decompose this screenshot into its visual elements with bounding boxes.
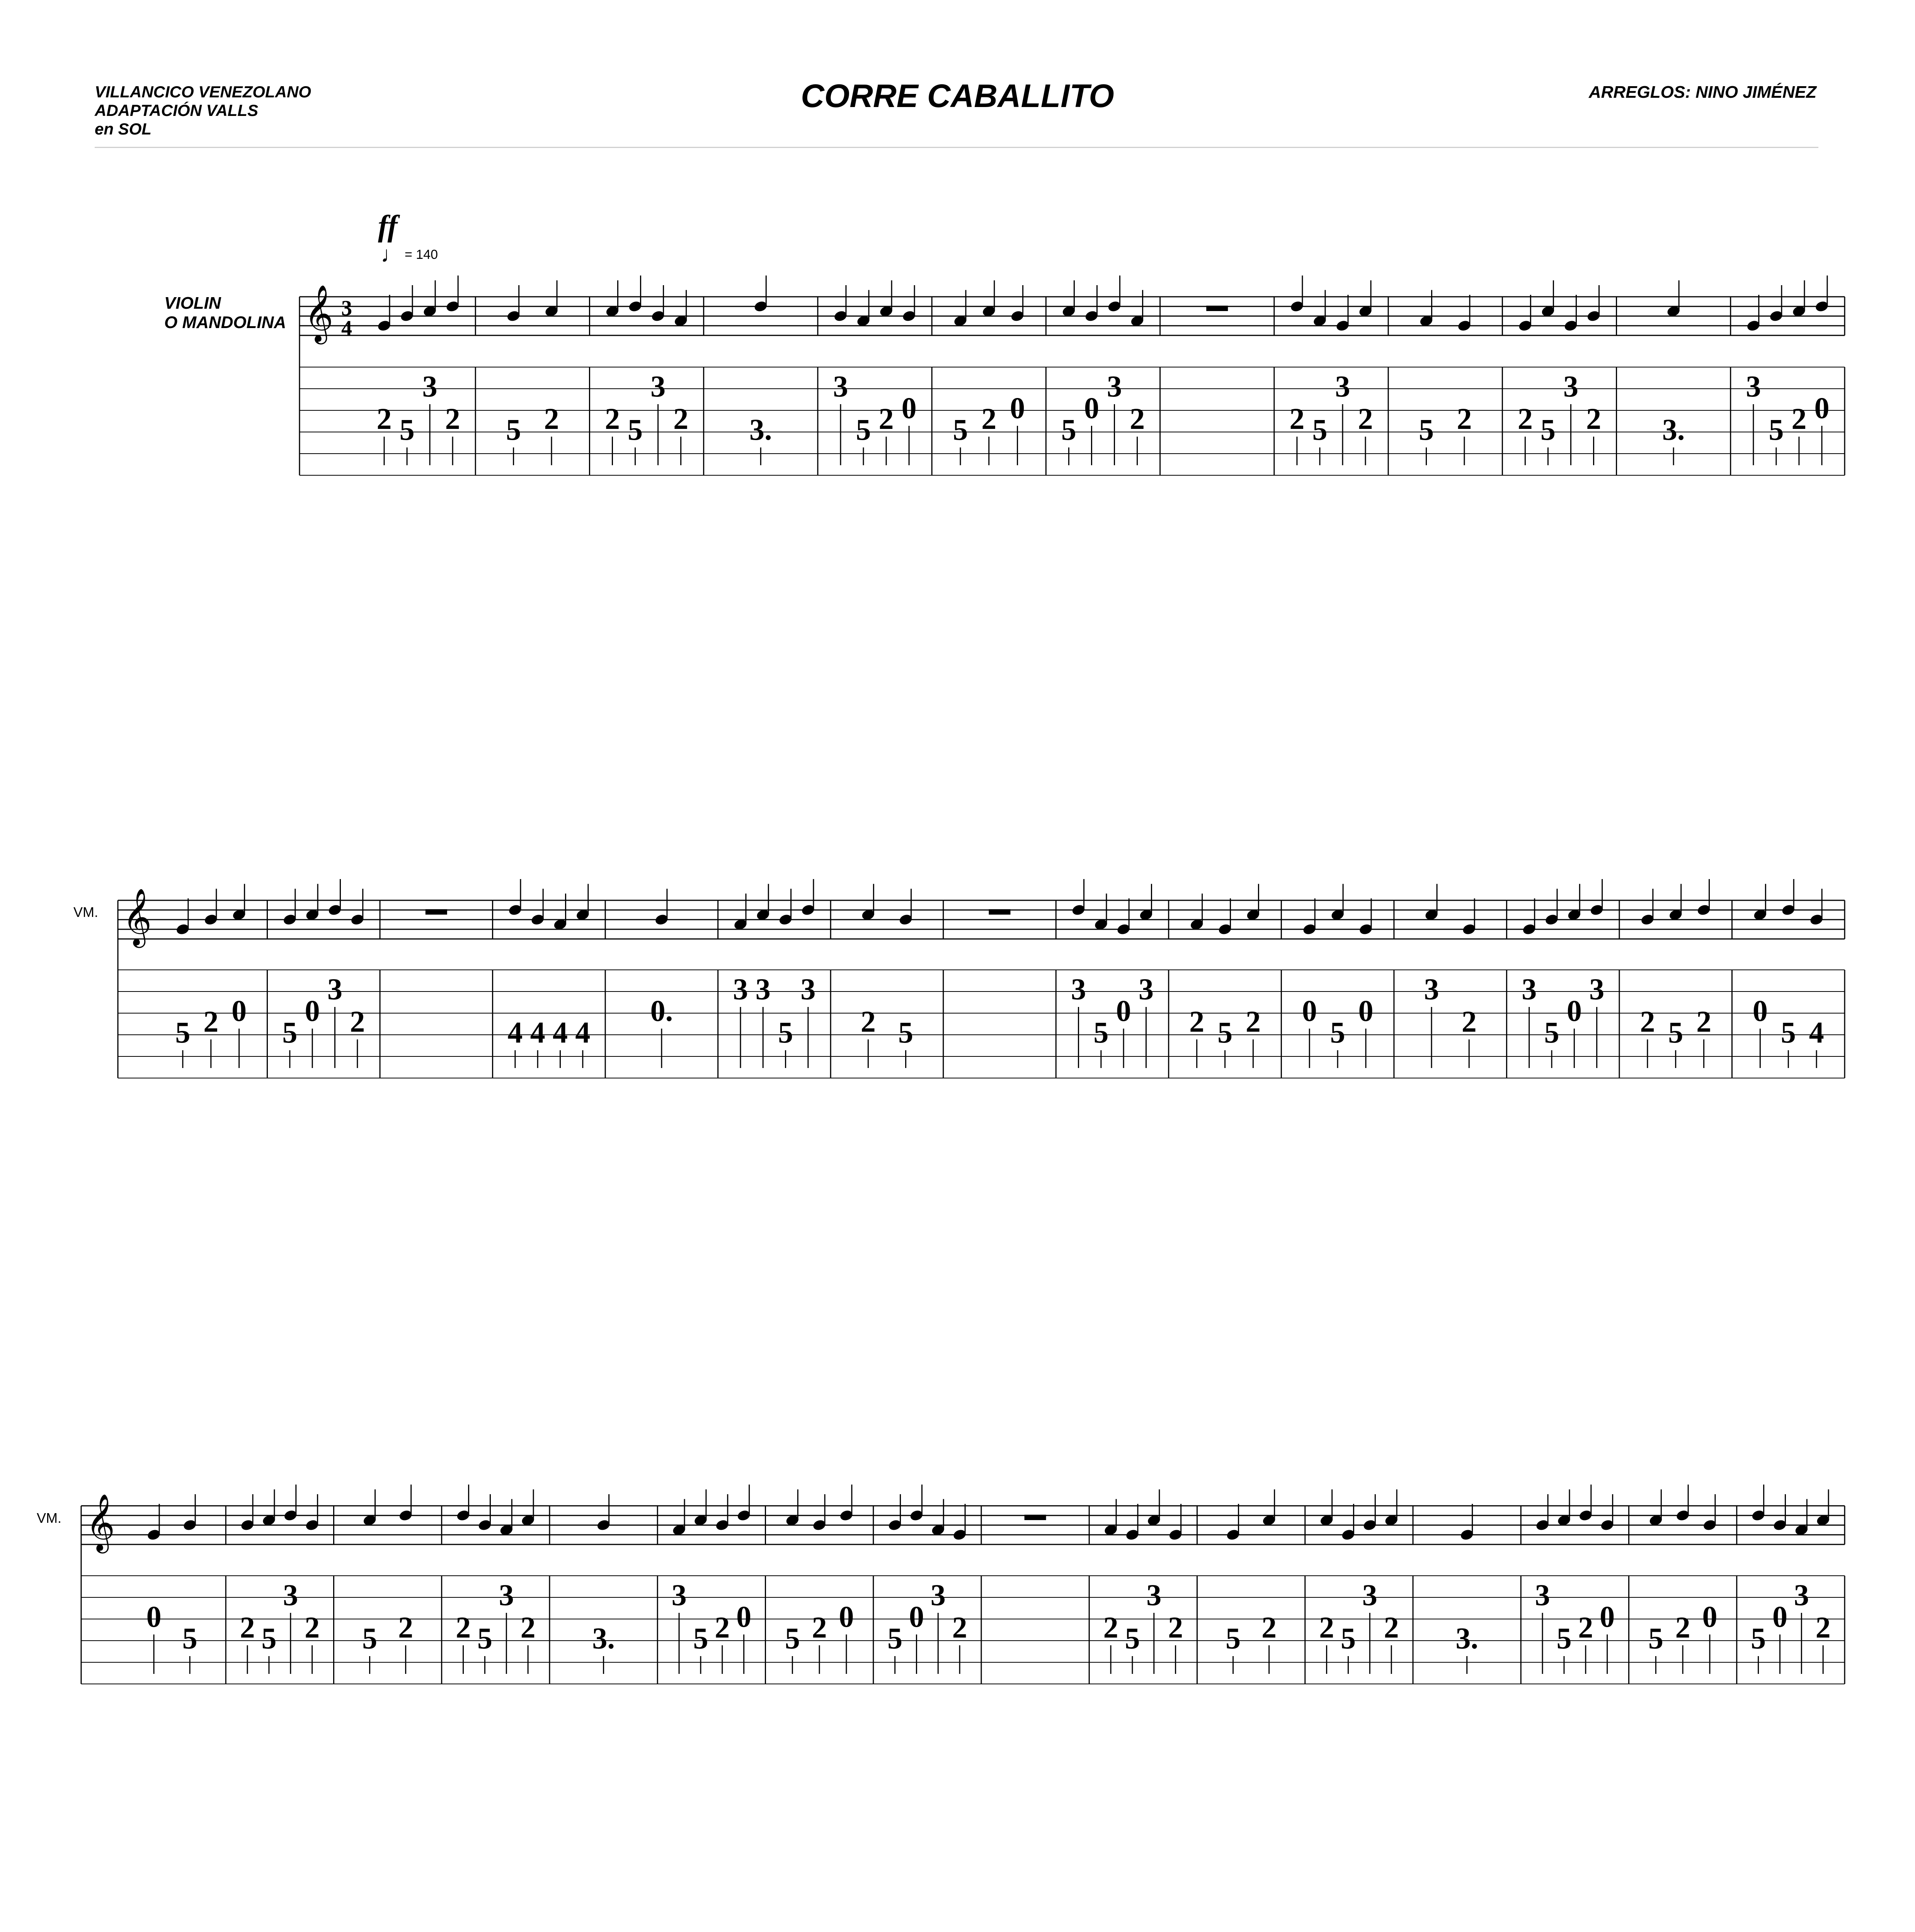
tab-fret-number: 4 xyxy=(575,1015,591,1049)
tab-fret-number: 5 xyxy=(1340,1621,1356,1655)
instrument-abbr-system-2: VM. xyxy=(73,904,99,920)
tab-fret-number: 2 xyxy=(1696,1005,1712,1038)
page-title: CORRE CABALLITO xyxy=(801,78,1114,114)
tab-fret-number: 4 xyxy=(507,1015,523,1049)
tab-fret-number: 5 xyxy=(1751,1621,1766,1655)
dynamic-marking: ff xyxy=(378,209,398,243)
tab-fret-number: 3 xyxy=(1746,369,1761,403)
tab-fret-number: 5 xyxy=(362,1621,378,1655)
tab-fret-number: 5 xyxy=(693,1621,708,1655)
tab-fret-number: 5 xyxy=(887,1621,903,1655)
instrument-line-1: VIOLIN xyxy=(164,294,221,313)
tab-fret-number: 2 xyxy=(305,1611,320,1644)
tab-fret-number: 2 xyxy=(1457,402,1472,435)
tab-fret-number: 2 xyxy=(1289,402,1305,435)
tab-fret-number: 2 xyxy=(445,402,460,435)
whole-rest xyxy=(1025,1515,1046,1520)
tab-fret-number: 3 xyxy=(1362,1578,1377,1612)
treble-clef-icon: 𝄞 xyxy=(304,286,334,341)
tab-fret-number: 2 xyxy=(1384,1611,1399,1644)
tab-fret-number: 5 xyxy=(778,1015,793,1049)
tab-fret-number: 5 xyxy=(175,1015,191,1049)
tab-fret-number: 3 xyxy=(1107,369,1122,403)
tab-fret-number: 0 xyxy=(1010,391,1025,425)
tab-fret-number: 2 xyxy=(520,1611,536,1644)
tab-fret-number: 2 xyxy=(1358,402,1373,435)
whole-rest xyxy=(989,909,1011,915)
tab-fret-number: 5 xyxy=(1125,1621,1140,1655)
tab-fret-number: 5 xyxy=(182,1621,197,1655)
tab-fret-number: 3 xyxy=(755,972,771,1006)
tab-fret-number: 0 xyxy=(901,391,917,425)
tab-fret-number: 5 xyxy=(856,413,871,446)
tab-fret-number: 2 xyxy=(605,402,620,435)
tab-fret-number: 2 xyxy=(673,402,689,435)
tab-fret-number: 3 xyxy=(1589,972,1605,1006)
treble-clef-icon: 𝄞 xyxy=(86,1495,115,1550)
tab-fret-number: 3 xyxy=(1071,972,1086,1006)
tab-fret-number: 0 xyxy=(1566,994,1582,1027)
tab-fret-number: 3 xyxy=(1335,369,1350,403)
tab-fret-number: 0 xyxy=(1814,391,1830,425)
tab-fret-number: 3 xyxy=(1535,1578,1550,1612)
tab-fret-number: 3 xyxy=(833,369,848,403)
tab-fret-number: 2 xyxy=(203,1005,219,1038)
tab-fret-number: 5 xyxy=(628,413,643,446)
tab-fret-number: 5 xyxy=(1330,1015,1345,1049)
time-signature-top: 3 xyxy=(341,296,352,320)
tab-fret-number: 5 xyxy=(282,1015,298,1049)
tab-fret-number: 2 xyxy=(398,1611,414,1644)
tab-fret-number: 3 xyxy=(1563,369,1578,403)
tab-fret-number: 3 xyxy=(650,369,666,403)
tab-fret-number: 3. xyxy=(1662,413,1685,446)
tab-fret-number: 2 xyxy=(1791,402,1807,435)
tab-fret-number: 2 xyxy=(350,1005,365,1038)
tab-fret-number: 5 xyxy=(1540,413,1556,446)
whole-rest xyxy=(1206,306,1228,311)
tab-fret-number: 5 xyxy=(785,1621,800,1655)
instrument-line-2: O MANDOLINA xyxy=(164,313,286,332)
time-signature-bottom: 4 xyxy=(341,316,352,340)
tab-fret-number: 0 xyxy=(1752,994,1768,1027)
tab-fret-number: 5 xyxy=(1648,1621,1663,1655)
header-key: en SOL xyxy=(95,120,152,138)
tab-fret-number: 3 xyxy=(1522,972,1537,1006)
instrument-abbr-system-3: VM. xyxy=(37,1510,62,1526)
tab-fret-number: 2 xyxy=(1189,1005,1205,1038)
quarter-note-icon: ♩ xyxy=(381,242,403,267)
tab-fret-number: 3 xyxy=(283,1578,298,1612)
tab-fret-number: 2 xyxy=(860,1005,876,1038)
tab-fret-number: 5 xyxy=(953,413,968,446)
tab-fret-number: 2 xyxy=(1319,1611,1335,1644)
tab-fret-number: 5 xyxy=(1544,1015,1559,1049)
tab-fret-number: 2 xyxy=(878,402,894,435)
tab-fret-number: 3 xyxy=(422,369,437,403)
tab-fret-number: 0 xyxy=(232,994,247,1027)
tab-fret-number: 2 xyxy=(1640,1005,1655,1038)
tab-fret-number: 3. xyxy=(749,413,772,446)
header-adaptation: ADAPTACIÓN VALLS xyxy=(95,101,259,119)
tab-fret-number: 3 xyxy=(1138,972,1154,1006)
tab-fret-number: 2 xyxy=(1168,1611,1183,1644)
tab-fret-number: 0 xyxy=(839,1600,854,1633)
tab-fret-number: 0 xyxy=(1358,994,1374,1027)
tab-fret-number: 0 xyxy=(146,1600,162,1633)
header-genre: VILLANCICO VENEZOLANO xyxy=(95,83,312,101)
tab-fret-number: 5 xyxy=(1061,413,1076,446)
tab-fret-number: 4 xyxy=(1809,1015,1824,1049)
tab-fret-number: 5 xyxy=(477,1621,492,1655)
tab-fret-number: 0 xyxy=(909,1600,924,1633)
tab-fret-number: 3 xyxy=(671,1578,687,1612)
tab-fret-number: 2 xyxy=(1261,1611,1277,1644)
tab-fret-number: 3 xyxy=(1794,1578,1809,1612)
tab-fret-number: 3 xyxy=(499,1578,514,1612)
tab-fret-number: 2 xyxy=(952,1611,967,1644)
tab-fret-number: 2 xyxy=(981,402,997,435)
tab-fret-number: 0 xyxy=(736,1600,752,1633)
tab-fret-number: 2 xyxy=(1675,1611,1690,1644)
tab-fret-number: 0 xyxy=(1600,1600,1615,1633)
tab-fret-number: 2 xyxy=(1245,1005,1261,1038)
tab-fret-number: 2 xyxy=(715,1611,730,1644)
tab-fret-number: 0 xyxy=(305,994,320,1027)
tab-fret-number: 0 xyxy=(1116,994,1131,1027)
tab-fret-number: 3. xyxy=(1455,1621,1478,1655)
tab-fret-number: 0 xyxy=(1772,1600,1787,1633)
tab-fret-number: 5 xyxy=(1226,1621,1241,1655)
tab-fret-number: 5 xyxy=(1769,413,1784,446)
tab-fret-number: 3 xyxy=(800,972,816,1006)
staves-layer xyxy=(81,276,1845,1932)
tab-fret-number: 3 xyxy=(1424,972,1439,1006)
tab-fret-number: 2 xyxy=(1103,1611,1118,1644)
tab-fret-number: 2 xyxy=(1461,1005,1477,1038)
tab-fret-number: 5 xyxy=(1312,413,1328,446)
tab-fret-number: 3 xyxy=(930,1578,946,1612)
tab-fret-number: 2 xyxy=(1130,402,1145,435)
tab-fret-number: 0 xyxy=(1702,1600,1718,1633)
tab-fret-number: 5 xyxy=(1668,1015,1683,1049)
tab-fret-number: 5 xyxy=(1093,1015,1109,1049)
tab-fret-number: 2 xyxy=(812,1611,827,1644)
tab-fret-number: 3 xyxy=(327,972,342,1006)
tab-fret-number: 0. xyxy=(650,994,673,1027)
tab-fret-number: 2 xyxy=(1578,1611,1593,1644)
tab-fret-number: 5 xyxy=(1781,1015,1796,1049)
tab-fret-number: 5 xyxy=(1556,1621,1572,1655)
tab-fret-number: 0 xyxy=(1302,994,1317,1027)
tab-fret-number: 0 xyxy=(1084,391,1099,425)
tempo-text: = 140 xyxy=(405,247,438,262)
tab-fret-number: 3. xyxy=(592,1621,615,1655)
tab-fret-number: 4 xyxy=(553,1015,568,1049)
whole-rest xyxy=(426,909,447,915)
tab-fret-number: 2 xyxy=(456,1611,471,1644)
tab-fret-number: 5 xyxy=(1217,1015,1233,1049)
tab-fret-number: 2 xyxy=(376,402,392,435)
tab-fret-number: 2 xyxy=(544,402,559,435)
tab-fret-number: 3 xyxy=(1146,1578,1162,1612)
tab-fret-number: 5 xyxy=(1418,413,1434,446)
tab-fret-number: 5 xyxy=(506,413,521,446)
tab-fret-number: 2 xyxy=(1815,1611,1831,1644)
tab-fret-number: 5 xyxy=(898,1015,914,1049)
treble-clef-icon: 𝄞 xyxy=(123,889,152,944)
tab-fret-number: 3 xyxy=(733,972,748,1006)
tab-fret-number: 2 xyxy=(240,1611,255,1644)
header-arranger: ARREGLOS: NINO JIMÉNEZ xyxy=(1588,83,1816,102)
tab-fret-number: 4 xyxy=(530,1015,545,1049)
tab-fret-number: 2 xyxy=(1586,402,1601,435)
tab-fret-number: 2 xyxy=(1517,402,1533,435)
tab-fret-number: 5 xyxy=(261,1621,277,1655)
tab-fret-number: 5 xyxy=(399,413,415,446)
